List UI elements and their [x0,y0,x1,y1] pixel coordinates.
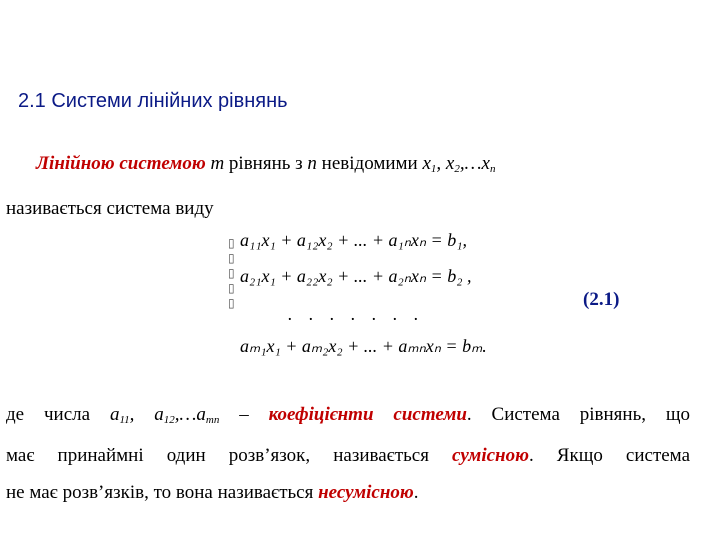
var-m: m [210,153,225,174]
paragraph-line-3 [6,482,418,504]
equation-row-2: a₂₁x₁ + a₂₂x₂ + ... + a₂ₙxₙ = b₂ , [240,266,472,286]
para-text-2a: має принаймні один розв’язок, називається [6,445,453,466]
para-dash: – [219,404,269,425]
para-text-3a: не має розв’язків, то вона називається [6,482,319,503]
section-heading: 2.1 Системи лінійних рівнянь [18,90,288,112]
equation-number: (2.1) [583,289,620,310]
para-text-1c: . Система рівнянь, що [466,404,691,425]
term-consistent: сумісною [452,445,529,466]
para-text-2b: . Якщо система [528,445,691,466]
paragraph-line-1 [6,404,690,426]
equation-row-dots: . . . . . . . [288,304,425,324]
term-linear-system: Лінійною системою [36,153,206,174]
coef-list: $a_{11}$, $a_{12},\dots a_{mn}$ [109,404,220,426]
var-x: $x_1$, $x_2,\dots x_n$ [422,153,496,175]
para-text-3b: . [413,482,419,503]
brace-icon: ▯ ▯ ▯ ▯ ▯ [228,236,235,310]
para-text-1a: де числа [6,404,110,425]
term-inconsistent: несумісною [318,482,414,503]
intro-text-2: невідомими [316,153,423,174]
intro-line-2: називається система виду [6,198,214,219]
equation-row-1: a₁₁x₁ + a₁₂x₂ + ... + a₁ₙxₙ = b₁, [240,230,467,250]
intro-text-1: рівнянь з [224,153,308,174]
equation-row-m: aₘ₁x₁ + aₘ₂x₂ + ... + aₘₙxₙ = bₘ. [240,336,487,356]
term-coefficients: коефіцієнти системи [268,404,467,425]
var-n: n [307,153,317,174]
intro-line [36,153,495,175]
equation-system [240,230,540,370]
paragraph-line-2 [6,445,690,467]
